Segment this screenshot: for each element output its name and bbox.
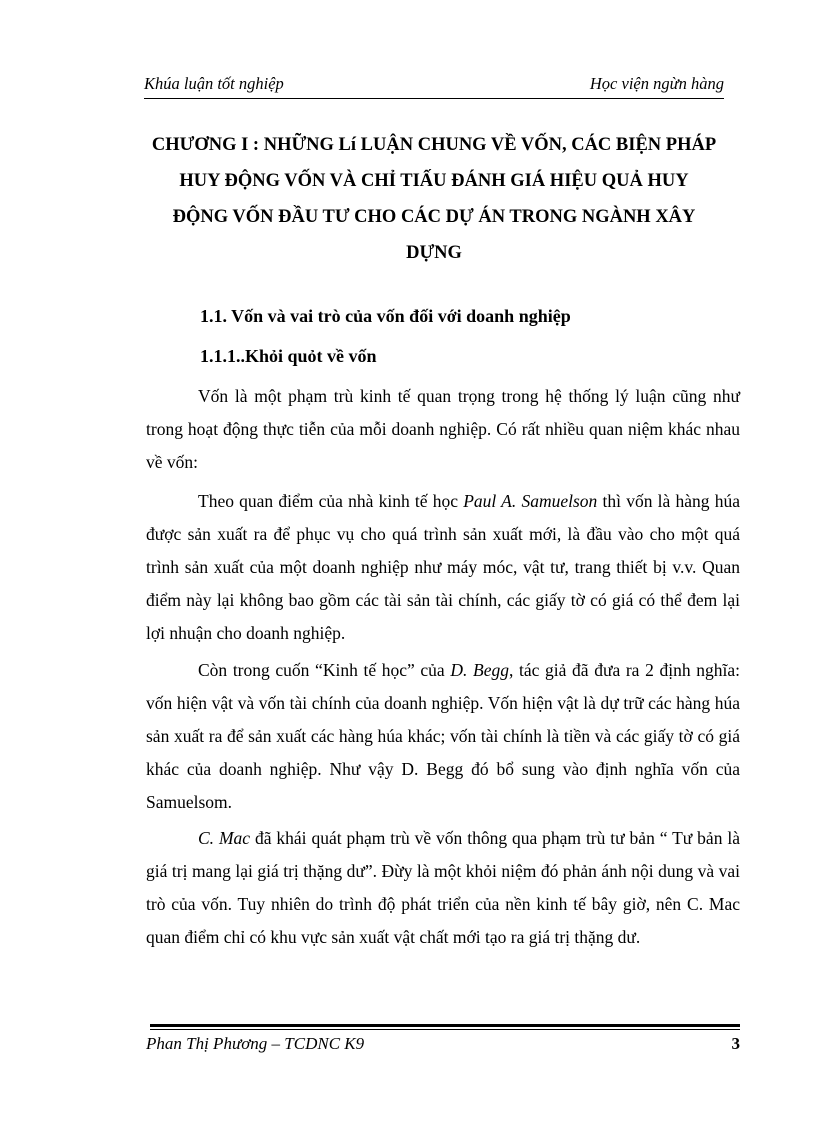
page-footer [146,1034,746,1058]
paragraph-2-text-a: Theo quan điểm của nhà kinh tế học [198,491,464,511]
page-number: 3 [731,1034,740,1053]
paragraph-1 [146,380,740,479]
footer-divider-thin [150,1029,740,1030]
paragraph-3 [146,654,740,819]
subsection-heading: 1.1.1..Khỏi quỏt về vốn [200,346,377,366]
paragraph-2 [146,485,740,650]
header-institution-label: Học viện ngừn hàng [589,74,724,93]
chapter-title: CHƯƠNG I : NHỮNG Lí LUẬN CHUNG VỀ VỐN, CÁC BIỆN PHÁP HUY ĐỘNG VỐN VÀ CHỈ TIẤU ĐÁNH GIÁ HIỆU QUẢ HUY ĐỘNG VỐN ĐẦU TƯ CHO CÁC DỰ ÁN TRONG NGÀNH XÂY DỰNG [151,135,717,263]
paragraph-4-text-b: đã khái quát phạm trù về vốn thông qua phạm trù tư bản “ Tư bản là giá trị mang lại giá trị thặng dư”. Đừy là một khỏi niệm đó phản ánh nội dung và vai trò của vốn. Tuy nhiên do trình độ phát triển của nền kinh tế bây giờ, nên C. Mac quan điểm chỉ có khu vực sản xuất vật chất mới tạo ra giá trị thặng dư. [146,828,740,947]
section-heading: 1.1. Vốn và vai trò của vốn đối với doanh nghiệp [200,306,571,326]
footer-author: Phan Thị Phương – TCDNC K9 [146,1034,365,1053]
paragraph-2-text-b: thì vốn là hàng húa được sản xuất ra để phục vụ cho quá trình sản xuất mới, là đầu vào cho một quá trình sản xuất của một doanh nghiệp như máy móc, vật tư, trang thiết bị v.v. Quan điểm này lại không bao gồm các tài sản tài chính, các giấy tờ có giá có thể đem lại lợi nhuận cho doanh nghiệp. [146,491,740,643]
paragraph-1-text: Vốn là một phạm trù kinh tế quan trọng trong hệ thống lý luận cũng như trong hoạt động thực tiễn của mỗi doanh nghiệp. Có rất nhiều quan niệm khác nhau về vốn: [146,386,740,472]
header-divider [144,98,724,99]
author-name-samuelson: Paul A. Samuelson [463,491,598,511]
author-name-begg: D. Begg [450,660,509,680]
page-header [144,74,724,98]
paragraph-3-text-a: Còn trong cuốn “Kinh tế học” của [198,660,451,680]
header-thesis-label: Khúa luận tốt nghiệp [144,74,284,93]
paragraph-3-text-b: , tác giả đã đưa ra 2 định nghĩa: vốn hiện vật và vốn tài chính của doanh nghiệp. Vốn hiện vật là dự trữ các hàng húa sản xuất ra để sản xuất các hàng húa khác; vốn tài chính là tiền và các giấy tờ có giá khác của doanh nghiệp. Như vậy D. Begg đó bổ sung vào định nghĩa vốn của Samuelsom. [146,660,740,812]
paragraph-4 [146,822,740,954]
footer-divider-thick [150,1024,740,1027]
author-name-mac: C. Mac [198,828,251,848]
